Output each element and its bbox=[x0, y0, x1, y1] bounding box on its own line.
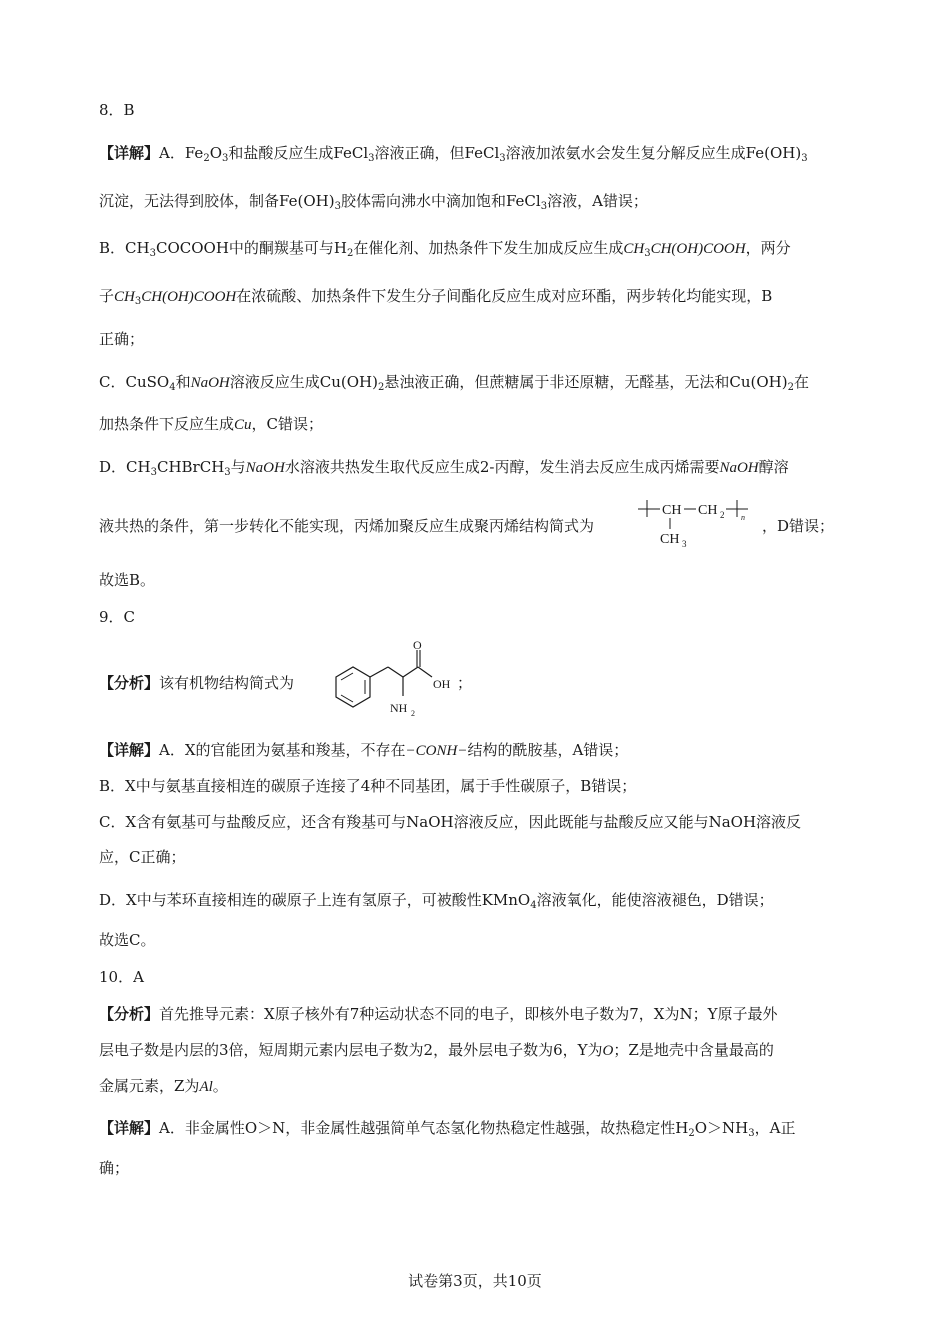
svg-text:2: 2 bbox=[720, 510, 725, 520]
polymer-ch-label: CH bbox=[662, 503, 682, 518]
q8-conclusion: 故选B。 bbox=[99, 571, 156, 589]
q9-detail-line-3: C．X含有氨基可与盐酸反应，还含有羧基可与NaOH溶液反应，因此既能与盐酸反应又能与NaOH溶液反 bbox=[99, 813, 802, 831]
page-footer: 试卷第3页，共10页 bbox=[408, 1272, 542, 1290]
q8-detail-line-5: 正确； bbox=[99, 330, 145, 348]
hydroxyl-label: OH bbox=[433, 677, 451, 691]
amino-acid-structure bbox=[308, 638, 468, 724]
q10-analysis-line-2: 层电子数是内层的3倍，短周期元素内层电子数为2，最外层电子数为6，Y为O；Z是地壳中含量最高的 bbox=[99, 1041, 774, 1059]
q9-answer: 9．C bbox=[99, 608, 136, 626]
q10-detail-line-2: 确； bbox=[99, 1159, 130, 1177]
q9-detail-line-1: 【详解】A．X的官能团为氨基和羧基，不存在−CONH−结构的酰胺基，A错误； bbox=[99, 741, 629, 759]
q9-detail-line-5: D．X中与苯环直接相连的碳原子上连有氢原子，可被酸性KMnO$_4$溶液氧化，能使溶液褪色，D错误； bbox=[99, 891, 774, 911]
polymer-ch2-label: CH bbox=[698, 503, 718, 518]
q8-detail-line-1: 【详解】A．$Fe_2O_3$和盐酸反应生成FeCl$_3$溶液正确，但FeCl$_3$溶液加浓氨水会发生复分解反应生成$Fe(OH)_3$ bbox=[99, 144, 808, 164]
polymer-ch3-label: CH bbox=[660, 532, 680, 547]
q8-answer: 8．B bbox=[99, 101, 135, 119]
svg-text:3: 3 bbox=[682, 539, 687, 549]
q8-detail-line-7: 加热条件下反应生成Cu，C错误； bbox=[99, 415, 324, 433]
q9-analysis-end: ； bbox=[457, 674, 473, 692]
amino-label: NH bbox=[390, 701, 408, 715]
q10-analysis-line-3: 金属元素，Z为Al。 bbox=[99, 1077, 228, 1095]
q10-analysis-line-1: 【分析】首先推导元素：X原子核外有7种运动状态不同的电子，即核外电子数为7，X为N；Y原子最外 bbox=[99, 1005, 778, 1023]
q8-detail-line-9: 液共热的条件，第一步转化不能实现，丙烯加聚反应生成聚丙烯结构简式为 bbox=[99, 517, 595, 535]
q9-detail-line-2: B．X中与氨基直接相连的碳原子连接了4种不同基团，属于手性碳原子，B错误； bbox=[99, 777, 637, 795]
polymer-n-label: n bbox=[741, 513, 745, 522]
q8-detail-line-4: 子$CH_3CH(OH)COOH$在浓硫酸、加热条件下发生分子间酯化反应生成对应环酯，两步转化均能实现，B bbox=[99, 287, 773, 307]
q8-detail-line-8: D．$CH_3CHBrCH_3$与NaOH水溶液共热发生取代反应生成2-丙醇，发生消去反应生成丙烯需要NaOH醇溶 bbox=[99, 458, 789, 478]
q8-detail-line-2: 沉淀，无法得到胶体，制备$Fe(OH)_3$胶体需向沸水中滴加饱和FeCl$_3$溶液，A错误； bbox=[99, 192, 648, 212]
q8-detail-line-9-end: ，D错误； bbox=[762, 517, 835, 535]
q10-detail-line-1: 【详解】A．非金属性O＞N，非金属性越强简单气态氢化物热稳定性越强，故热稳定性$H_2O>NH_3$，A正 bbox=[99, 1119, 796, 1139]
q9-analysis: 【分析】该有机物结构简式为 bbox=[99, 674, 295, 692]
carbonyl-oxygen-label: O bbox=[413, 638, 422, 652]
q10-answer: 10．A bbox=[99, 968, 144, 986]
q8-detail-line-6: C．CuSO$_4$和NaOH溶液反应生成$Cu(OH)_2$悬浊液正确，但蔗糖属于非还原糖，无醛基，无法和$Cu(OH)_2$在 bbox=[99, 373, 809, 393]
polypropylene-structure bbox=[636, 495, 756, 553]
q8-detail-line-3: B．$CH_3COCOOH$中的酮羰基可与$H_2$在催化剂、加热条件下发生加成反应生成$CH_3CH(OH)COOH$，两分 bbox=[99, 239, 791, 259]
q9-conclusion: 故选C。 bbox=[99, 931, 156, 949]
q9-detail-line-4: 应，C正确； bbox=[99, 848, 186, 866]
svg-text:2: 2 bbox=[411, 709, 415, 718]
